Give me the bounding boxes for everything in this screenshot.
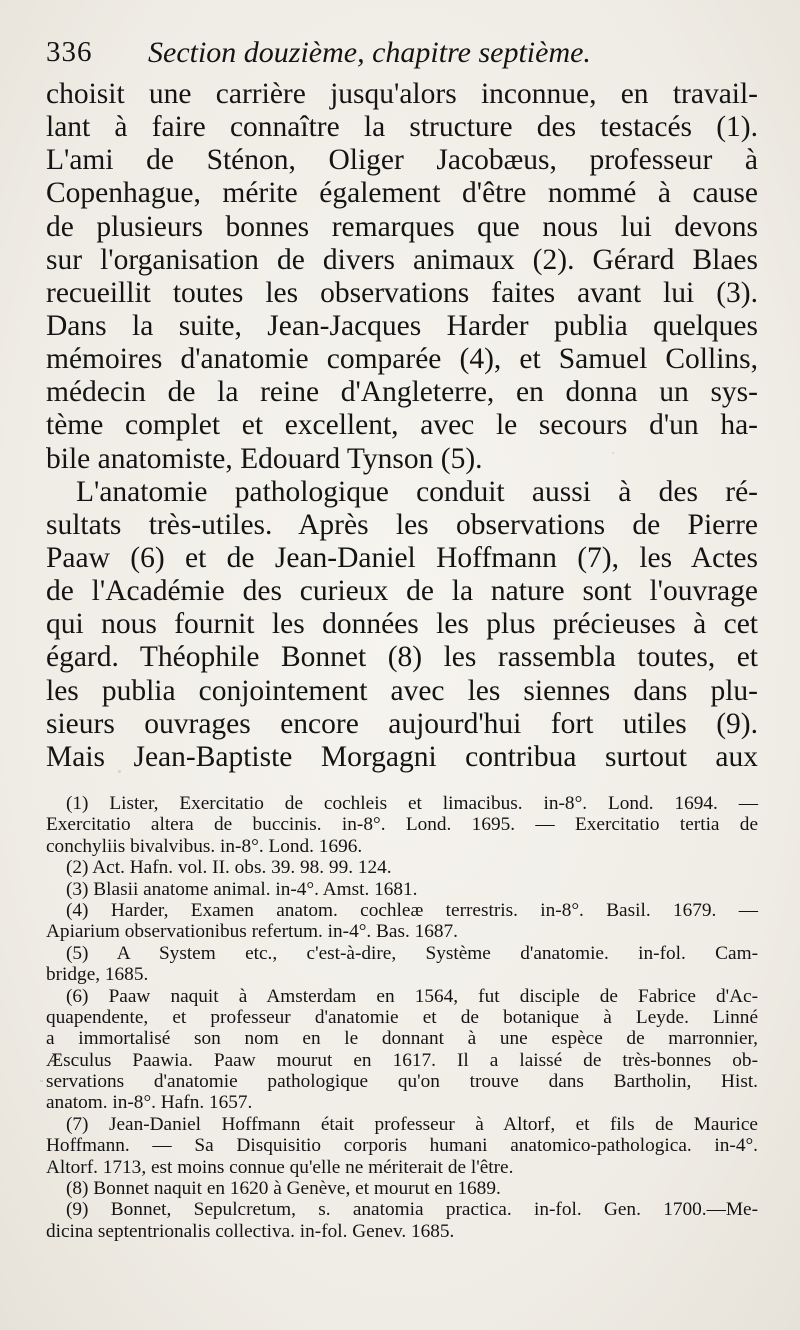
footnote-line: a immortalisé son nom en le donnant à une espèce de marronnier,	[46, 1028, 758, 1050]
body-line: de plusieurs bonnes remarques que nous lui devons	[46, 210, 758, 243]
body-line: Dans la suite, Jean-Jacques Harder publia quelques	[46, 309, 758, 342]
footnote-line: conchyliis bivalvibus. in-8°. Lond. 1696.	[46, 835, 363, 857]
footnote-line: Altorf. 1713, est moins connue qu'elle ne mériterait de l'être.	[46, 1156, 514, 1178]
paper-speck	[118, 770, 121, 773]
footnote-line: servations d'anatomie pathologique qu'on trouve dans Bartholin, Hist.	[46, 1071, 758, 1093]
body-line: L'ami de Sténon, Oliger Jacobæus, professeur à	[46, 144, 758, 177]
footnotes	[46, 793, 758, 1242]
body-line: Paaw (6) et de Jean-Daniel Hoffmann (7), les Actes	[46, 541, 758, 574]
body-line: choisit une carrière jusqu'alors inconnue, en travail-	[46, 78, 758, 110]
body-text	[46, 78, 758, 774]
footnote-line: dicina septentrionalis collectiva. in-fol. Genev. 1685.	[46, 1220, 455, 1242]
body-line: sultats très-utiles. Après les observations de Pierre	[46, 508, 758, 541]
body-line: recueillit toutes les observations faites avant lui (3).	[46, 276, 758, 309]
body-line: les publia conjointement avec les siennes dans plu-	[46, 674, 758, 707]
body-line: Copenhague, mérite également d'être nommé à cause	[46, 177, 758, 210]
body-line: qui nous fournit les données les plus précieuses à cet	[46, 608, 758, 641]
footnote-line: (8) Bonnet naquit en 1620 à Genève, et mourut en 1689.	[66, 1178, 501, 1200]
body-line: tème complet et excellent, avec le secours d'un ha-	[46, 409, 758, 442]
footnote-line: Apiarium observationibus refertum. in-4°. Bas. 1687.	[46, 921, 459, 943]
body-line: égard. Théophile Bonnet (8) les rassembla toutes, et	[46, 641, 758, 674]
paper-speck	[612, 452, 614, 454]
footnote-line: (1) Lister, Exercitatio de cochleis et limacibus. in-8°. Lond. 1694. —	[66, 793, 758, 814]
body-line: mémoires d'anatomie comparée (4), et Samuel Collins,	[46, 343, 758, 376]
body-line: sieurs ouvrages encore aujourd'hui fort utiles (9).	[46, 707, 758, 740]
footnote-line: Exercitatio altera de buccinis. in-8°. Lond. 1695. — Exercitatio tertia de	[46, 814, 758, 836]
footnote-line: quapendente, et professeur d'anatomie et de botanique à Leyde. Linné	[46, 1006, 758, 1028]
body-line: Mais Jean-Baptiste Morgagni contribua surtout aux	[46, 740, 758, 773]
body-line: L'anatomie pathologique conduit aussi à des ré-	[76, 475, 758, 508]
footnote-line: (5) A System etc., c'est-à-dire, Système d'anatomie. in-fol. Cam-	[66, 942, 758, 964]
body-line: bile anatomiste, Edouard Tynson (5).	[46, 442, 483, 475]
footnote-line: (7) Jean-Daniel Hoffmann était professeur à Altorf, et fils de Maurice	[66, 1113, 758, 1135]
footnote-line: (9) Bonnet, Sepulcretum, s. anatomia practica. in-fol. Gen. 1700.—Me-	[66, 1199, 758, 1221]
running-title: Section douzième, chapitre septième.	[148, 36, 591, 69]
paper-speck	[40, 1080, 43, 1082]
body-line: lant à faire connaître la structure des testacés (1).	[46, 111, 758, 144]
footnote-line: Hoffmann. — Sa Disquisitio corporis humani anatomico-pathologica. in-4°.	[46, 1135, 758, 1157]
footnote-line: (2) Act. Hafn. vol. II. obs. 39. 98. 99. 124.	[66, 857, 392, 879]
page-number: 336	[46, 36, 93, 68]
body-line: sur l'organisation de divers animaux (2). Gérard Blaes	[46, 243, 758, 276]
footnote-line: (3) Blasii anatome animal. in-4°. Amst. 1681.	[66, 878, 418, 900]
body-line: de l'Académie des curieux de la nature sont l'ouvrage	[46, 575, 758, 608]
footnote-line: anatom. in-8°. Hafn. 1657.	[46, 1092, 253, 1114]
footnote-line: bridge, 1685.	[46, 964, 149, 986]
footnote-line: Æsculus Paawia. Paaw mourut en 1617. Il a laissé de très-bonnes ob-	[46, 1049, 758, 1071]
body-line: médecin de la reine d'Angleterre, en donna un sys-	[46, 376, 758, 409]
running-head	[46, 36, 756, 76]
footnote-line: (4) Harder, Examen anatom. cochleæ terrestris. in-8°. Basil. 1679. —	[66, 899, 758, 921]
footnote-line: (6) Paaw naquit à Amsterdam en 1564, fut disciple de Fabrice d'Ac-	[66, 985, 758, 1007]
